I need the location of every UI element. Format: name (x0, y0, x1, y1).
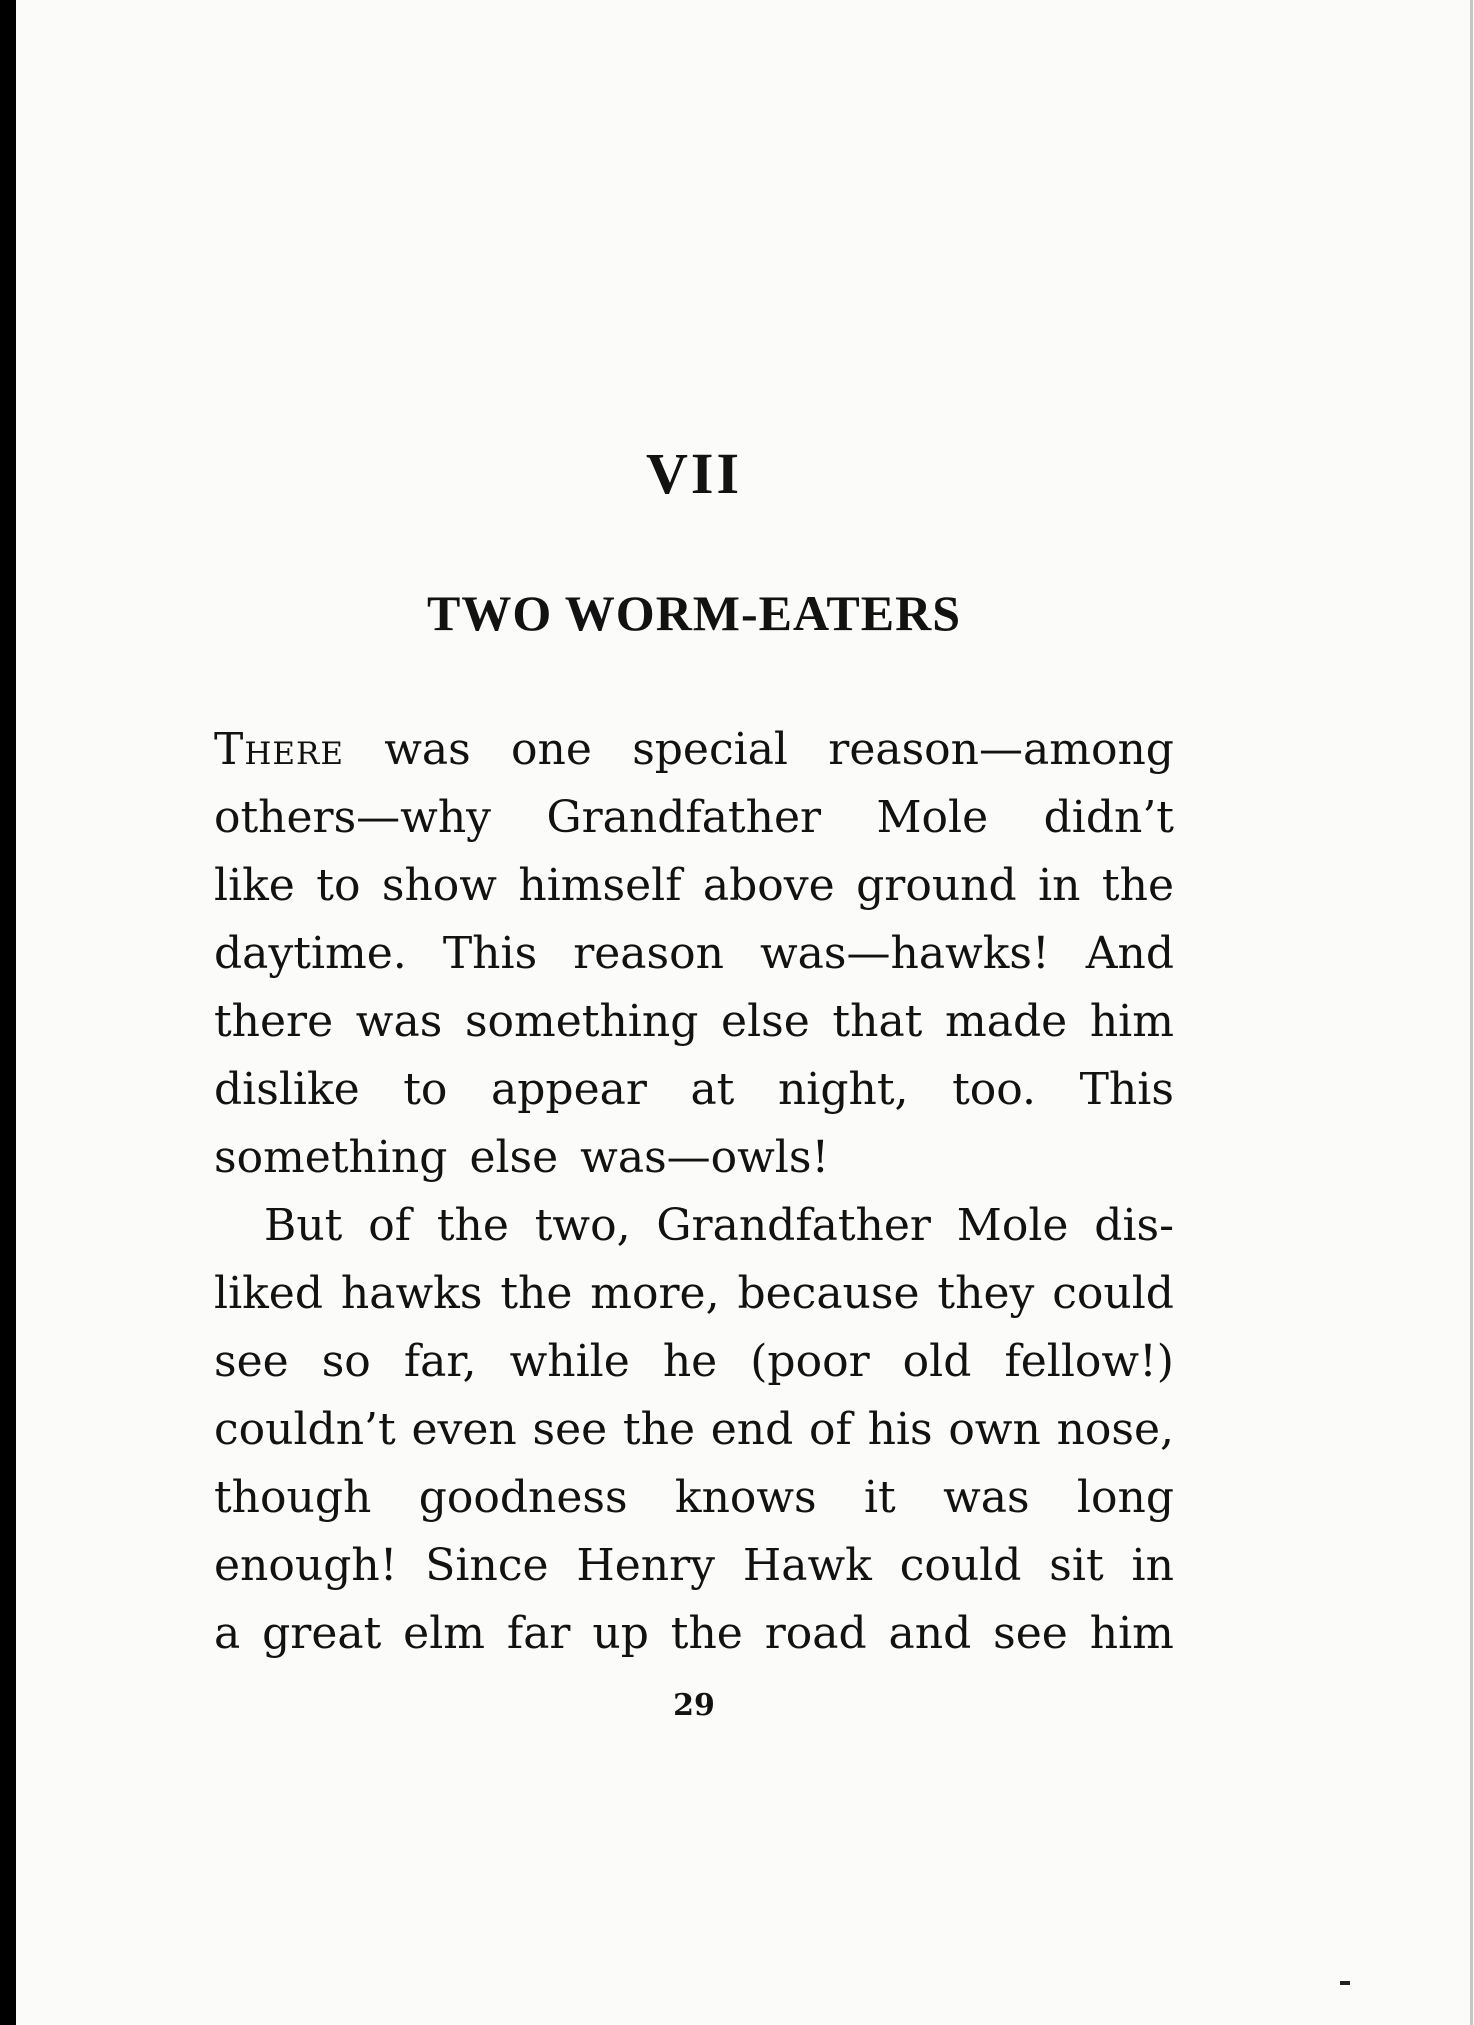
word: else (469, 1132, 559, 1183)
word: there (214, 996, 334, 1047)
word: show (381, 860, 497, 911)
word: dislike (214, 1064, 360, 1115)
word: a (214, 1608, 241, 1659)
word: And (1085, 928, 1174, 979)
word: to (403, 1064, 448, 1115)
word: old (902, 1336, 972, 1387)
word: knows (674, 1472, 817, 1523)
word: fellow!) (1004, 1336, 1174, 1387)
word: end (710, 1404, 794, 1455)
word: was—hawks! (760, 928, 1050, 979)
text-line (214, 716, 1174, 784)
text-line (214, 852, 1174, 920)
word: could (1052, 1268, 1174, 1319)
word: while (509, 1336, 630, 1387)
word: himself (518, 860, 682, 911)
word: reason (573, 928, 724, 979)
word: Mole (956, 1200, 1069, 1251)
word: the (436, 1200, 509, 1251)
word: two, (534, 1200, 631, 1251)
word: long (1076, 1472, 1174, 1523)
word: of (368, 1200, 411, 1251)
word: Hawk (742, 1540, 872, 1591)
word: This (1079, 1064, 1174, 1115)
word: enough! (214, 1540, 398, 1591)
word: they (937, 1268, 1035, 1319)
word: own (948, 1404, 1041, 1455)
word: that (832, 996, 923, 1047)
text-line (214, 784, 1174, 852)
word: was (384, 724, 471, 775)
word: him (1089, 996, 1174, 1047)
word: see (532, 1404, 608, 1455)
word: Henry (576, 1540, 716, 1591)
word: far, (403, 1336, 477, 1387)
word: Grandfather (656, 1200, 931, 1251)
page-edge-shadow (1470, 0, 1473, 2025)
word: see (993, 1608, 1068, 1659)
word: was—owls! (580, 1132, 830, 1183)
text-line (214, 988, 1174, 1056)
word: his (867, 1404, 933, 1455)
text-line (214, 1124, 1174, 1192)
word: the (1101, 860, 1174, 911)
word: the (622, 1404, 695, 1455)
word: daytime. (214, 928, 407, 979)
word: in (1038, 860, 1081, 911)
word: was (355, 996, 443, 1047)
page-number: 29 (673, 1688, 715, 1723)
text-line (214, 1056, 1174, 1124)
text-line (214, 920, 1174, 988)
word: more, (590, 1268, 720, 1319)
word: elm (403, 1608, 486, 1659)
word: was (943, 1472, 1030, 1523)
word: night, (777, 1064, 909, 1115)
word: (poor (750, 1336, 870, 1387)
text-line (214, 1532, 1174, 1600)
word: others—why (214, 792, 492, 843)
word: Since (425, 1540, 549, 1591)
scan-speck (1340, 1981, 1350, 1985)
word: road (764, 1608, 867, 1659)
word: something (214, 1132, 448, 1183)
text-line (214, 1396, 1174, 1464)
word: so (321, 1336, 371, 1387)
word: sit (1049, 1540, 1104, 1591)
text-line (214, 1192, 1174, 1260)
word: hawks (340, 1268, 483, 1319)
word: else (721, 996, 810, 1047)
scan-binding-edge (0, 0, 16, 2025)
word: the (670, 1608, 743, 1659)
word: like (214, 860, 295, 911)
word: But (264, 1200, 343, 1251)
text-line (214, 1260, 1174, 1328)
word: it (863, 1472, 896, 1523)
word: see (214, 1336, 289, 1387)
word: above (702, 860, 835, 911)
word: something (464, 996, 699, 1047)
text-line (214, 1464, 1174, 1532)
word: far (506, 1608, 571, 1659)
word: at (690, 1064, 735, 1115)
word: to (316, 860, 361, 911)
chapter-body (214, 716, 1174, 1668)
word: he (662, 1336, 718, 1387)
text-line (214, 1328, 1174, 1396)
word: great (262, 1608, 382, 1659)
word: in (1131, 1540, 1174, 1591)
word: dis- (1094, 1200, 1174, 1251)
word: made (945, 996, 1068, 1047)
word: Mole (876, 792, 989, 843)
word: goodness (418, 1472, 628, 1523)
word: couldn’t (214, 1404, 396, 1455)
word: Grandfather (546, 792, 822, 843)
word: and (888, 1608, 972, 1659)
word: even (411, 1404, 517, 1455)
word: special (632, 724, 788, 775)
word: too. (952, 1064, 1036, 1115)
word: could (899, 1540, 1022, 1591)
word: ground (856, 860, 1017, 911)
word: reason—among (828, 724, 1174, 775)
opening-word: There (214, 724, 344, 775)
word: appear (491, 1064, 647, 1115)
word: liked (214, 1268, 324, 1319)
word: though (214, 1472, 372, 1523)
text-line (214, 1600, 1174, 1668)
word: up (592, 1608, 649, 1659)
word: This (442, 928, 538, 979)
chapter-title: TWO WORM-EATERS (426, 585, 962, 641)
chapter-number: VII (645, 441, 743, 506)
word: nose, (1056, 1404, 1174, 1455)
word: didn’t (1043, 792, 1174, 843)
word: one (511, 724, 592, 775)
word: of (809, 1404, 852, 1455)
word: the (500, 1268, 573, 1319)
word: because (737, 1268, 920, 1319)
word: him (1089, 1608, 1174, 1659)
